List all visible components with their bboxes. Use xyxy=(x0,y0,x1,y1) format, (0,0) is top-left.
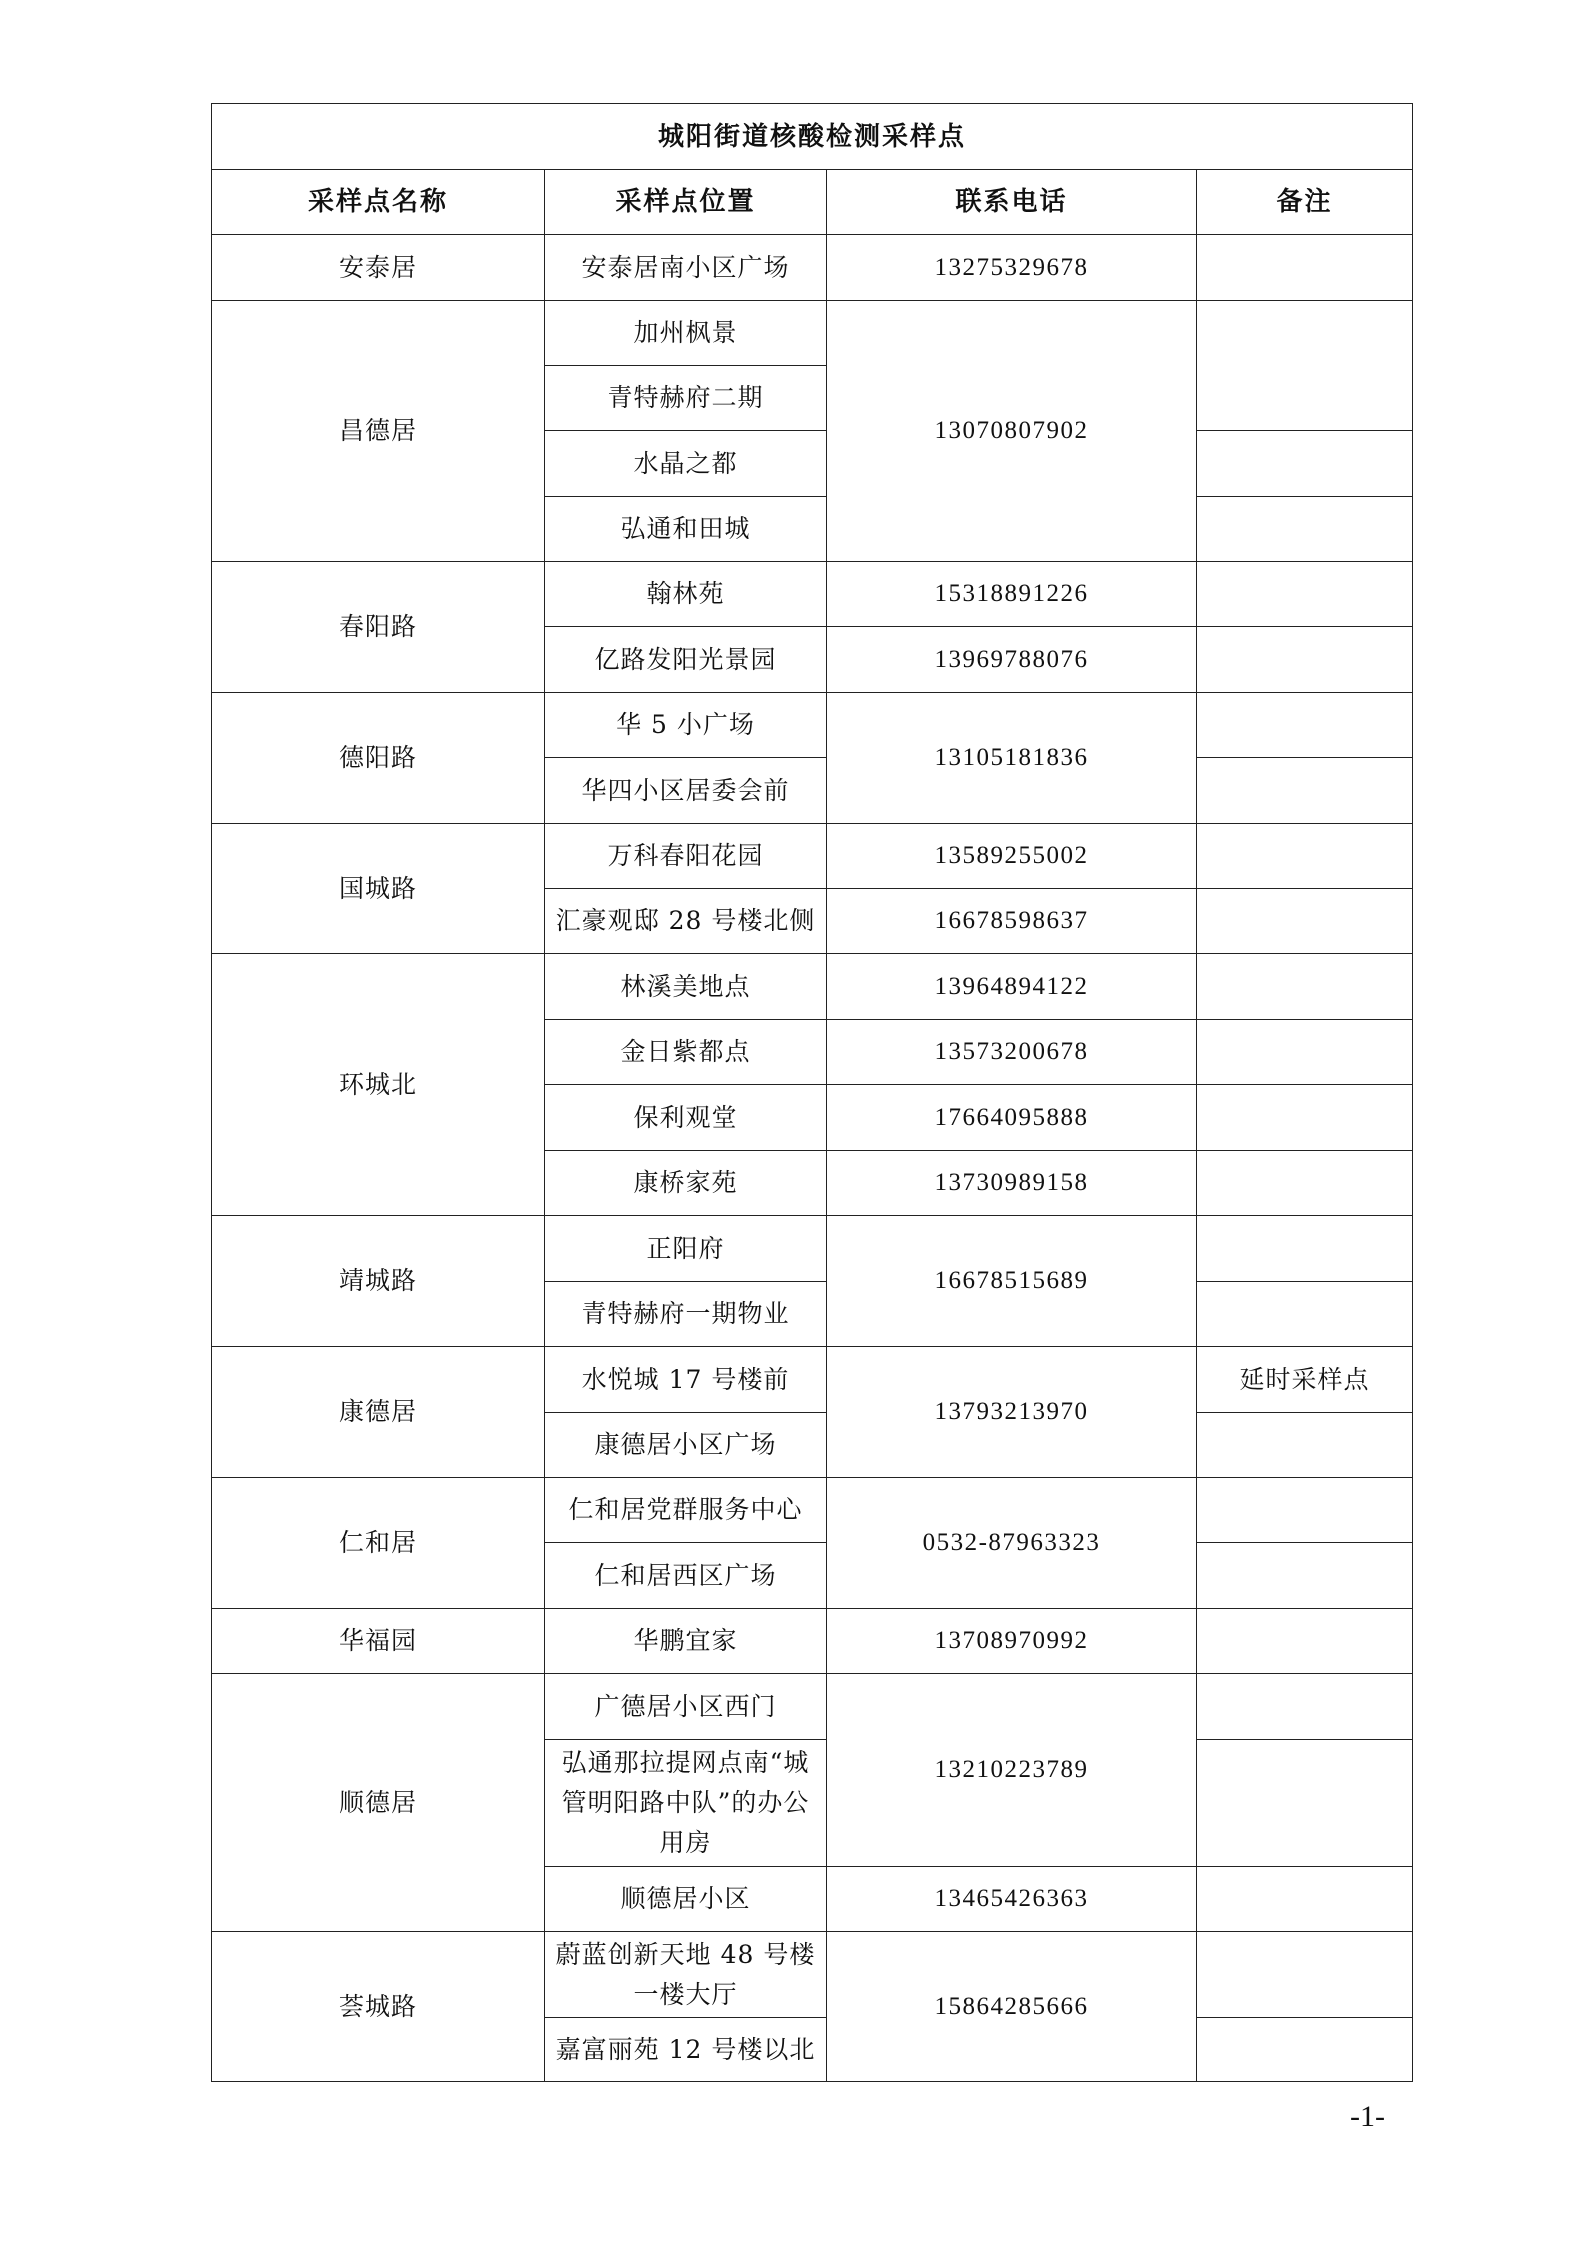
site-phone: 13730989158 xyxy=(827,1151,1197,1216)
site-phone: 13708970992 xyxy=(827,1609,1197,1674)
site-note xyxy=(1197,1543,1413,1609)
site-note xyxy=(1197,627,1413,693)
table-row xyxy=(212,824,1413,889)
site-name: 康德居 xyxy=(212,1347,545,1478)
site-name: 国城路 xyxy=(212,824,545,954)
table-row xyxy=(212,235,1413,301)
site-location: 汇豪观邸 28 号楼北侧 xyxy=(545,889,827,954)
site-location: 林溪美地点 xyxy=(545,954,827,1020)
site-location: 万科春阳花园 xyxy=(545,824,827,889)
site-phone: 15864285666 xyxy=(827,1932,1197,2082)
site-phone: 13573200678 xyxy=(827,1020,1197,1085)
site-location: 华鹏宜家 xyxy=(545,1609,827,1674)
site-phone: 13070807902 xyxy=(827,301,1197,562)
site-phone: 13465426363 xyxy=(827,1867,1197,1932)
site-location: 翰林苑 xyxy=(545,562,827,627)
table-header-row xyxy=(212,170,1413,235)
site-note xyxy=(1197,1740,1413,1867)
site-note xyxy=(1197,1609,1413,1674)
table-title: 城阳街道核酸检测采样点 xyxy=(212,104,1413,170)
site-name: 华福园 xyxy=(212,1609,545,1674)
site-note xyxy=(1197,758,1413,824)
header-note: 备注 xyxy=(1197,170,1413,235)
site-note xyxy=(1197,1932,1413,2018)
site-location: 仁和居党群服务中心 xyxy=(545,1478,827,1543)
site-name: 靖城路 xyxy=(212,1216,545,1347)
site-location: 仁和居西区广场 xyxy=(545,1543,827,1609)
site-location: 水悦城 17 号楼前 xyxy=(545,1347,827,1413)
table-row xyxy=(212,1216,1413,1282)
site-note xyxy=(1197,824,1413,889)
site-note xyxy=(1197,1413,1413,1478)
site-location: 青特赫府一期物业 xyxy=(545,1282,827,1347)
site-phone: 13964894122 xyxy=(827,954,1197,1020)
site-location: 保利观堂 xyxy=(545,1085,827,1151)
site-note xyxy=(1197,235,1413,301)
sampling-sites-table xyxy=(211,103,1413,2082)
site-note xyxy=(1197,431,1413,497)
site-name: 环城北 xyxy=(212,954,545,1216)
site-phone: 17664095888 xyxy=(827,1085,1197,1151)
site-location: 正阳府 xyxy=(545,1216,827,1282)
site-name: 春阳路 xyxy=(212,562,545,693)
site-note xyxy=(1197,1151,1413,1216)
table-row xyxy=(212,301,1413,366)
table-row xyxy=(212,1478,1413,1543)
site-name: 德阳路 xyxy=(212,693,545,824)
site-name: 昌德居 xyxy=(212,301,545,562)
site-note xyxy=(1197,693,1413,758)
site-note xyxy=(1197,1020,1413,1085)
site-phone: 13969788076 xyxy=(827,627,1197,693)
site-note xyxy=(1197,562,1413,627)
table-row xyxy=(212,1609,1413,1674)
site-name: 安泰居 xyxy=(212,235,545,301)
site-note xyxy=(1197,1478,1413,1543)
table-row xyxy=(212,693,1413,758)
site-note xyxy=(1197,2018,1413,2082)
site-name: 顺德居 xyxy=(212,1674,545,1932)
site-location: 青特赫府二期 xyxy=(545,366,827,431)
site-name: 荟城路 xyxy=(212,1932,545,2082)
site-name: 仁和居 xyxy=(212,1478,545,1609)
site-location: 安泰居南小区广场 xyxy=(545,235,827,301)
site-note xyxy=(1197,1216,1413,1282)
site-note xyxy=(1197,497,1413,562)
site-note: 延时采样点 xyxy=(1197,1347,1413,1413)
site-location: 弘通那拉提网点南“城管明阳路中队”的办公用房 xyxy=(545,1740,827,1867)
site-note xyxy=(1197,1674,1413,1740)
site-phone: 13589255002 xyxy=(827,824,1197,889)
header-phone: 联系电话 xyxy=(827,170,1197,235)
site-phone: 15318891226 xyxy=(827,562,1197,627)
site-phone: 0532-87963323 xyxy=(827,1478,1197,1609)
site-note xyxy=(1197,954,1413,1020)
site-phone: 13793213970 xyxy=(827,1347,1197,1478)
site-phone: 16678598637 xyxy=(827,889,1197,954)
table-title-row xyxy=(212,104,1413,170)
site-phone: 13105181836 xyxy=(827,693,1197,824)
site-note xyxy=(1197,1085,1413,1151)
table-row xyxy=(212,1674,1413,1740)
table-row xyxy=(212,562,1413,627)
header-location: 采样点位置 xyxy=(545,170,827,235)
site-note xyxy=(1197,301,1413,431)
table-row xyxy=(212,1347,1413,1413)
site-location: 康桥家苑 xyxy=(545,1151,827,1216)
site-location: 顺德居小区 xyxy=(545,1867,827,1932)
table-row xyxy=(212,1932,1413,2018)
site-location: 华 5 小广场 xyxy=(545,693,827,758)
site-note xyxy=(1197,1867,1413,1932)
site-location: 康德居小区广场 xyxy=(545,1413,827,1478)
page-number: -1- xyxy=(1350,2100,1385,2133)
site-location: 弘通和田城 xyxy=(545,497,827,562)
site-location: 亿路发阳光景园 xyxy=(545,627,827,693)
site-phone: 16678515689 xyxy=(827,1216,1197,1347)
site-location: 蔚蓝创新天地 48 号楼一楼大厅 xyxy=(545,1932,827,2018)
site-note xyxy=(1197,1282,1413,1347)
site-phone: 13275329678 xyxy=(827,235,1197,301)
table-row xyxy=(212,954,1413,1020)
site-location: 华四小区居委会前 xyxy=(545,758,827,824)
site-location: 金日紫都点 xyxy=(545,1020,827,1085)
site-location: 嘉富丽苑 12 号楼以北 xyxy=(545,2018,827,2082)
site-location: 水晶之都 xyxy=(545,431,827,497)
site-location: 广德居小区西门 xyxy=(545,1674,827,1740)
header-name: 采样点名称 xyxy=(212,170,545,235)
site-location: 加州枫景 xyxy=(545,301,827,366)
site-note xyxy=(1197,889,1413,954)
site-phone: 13210223789 xyxy=(827,1674,1197,1867)
